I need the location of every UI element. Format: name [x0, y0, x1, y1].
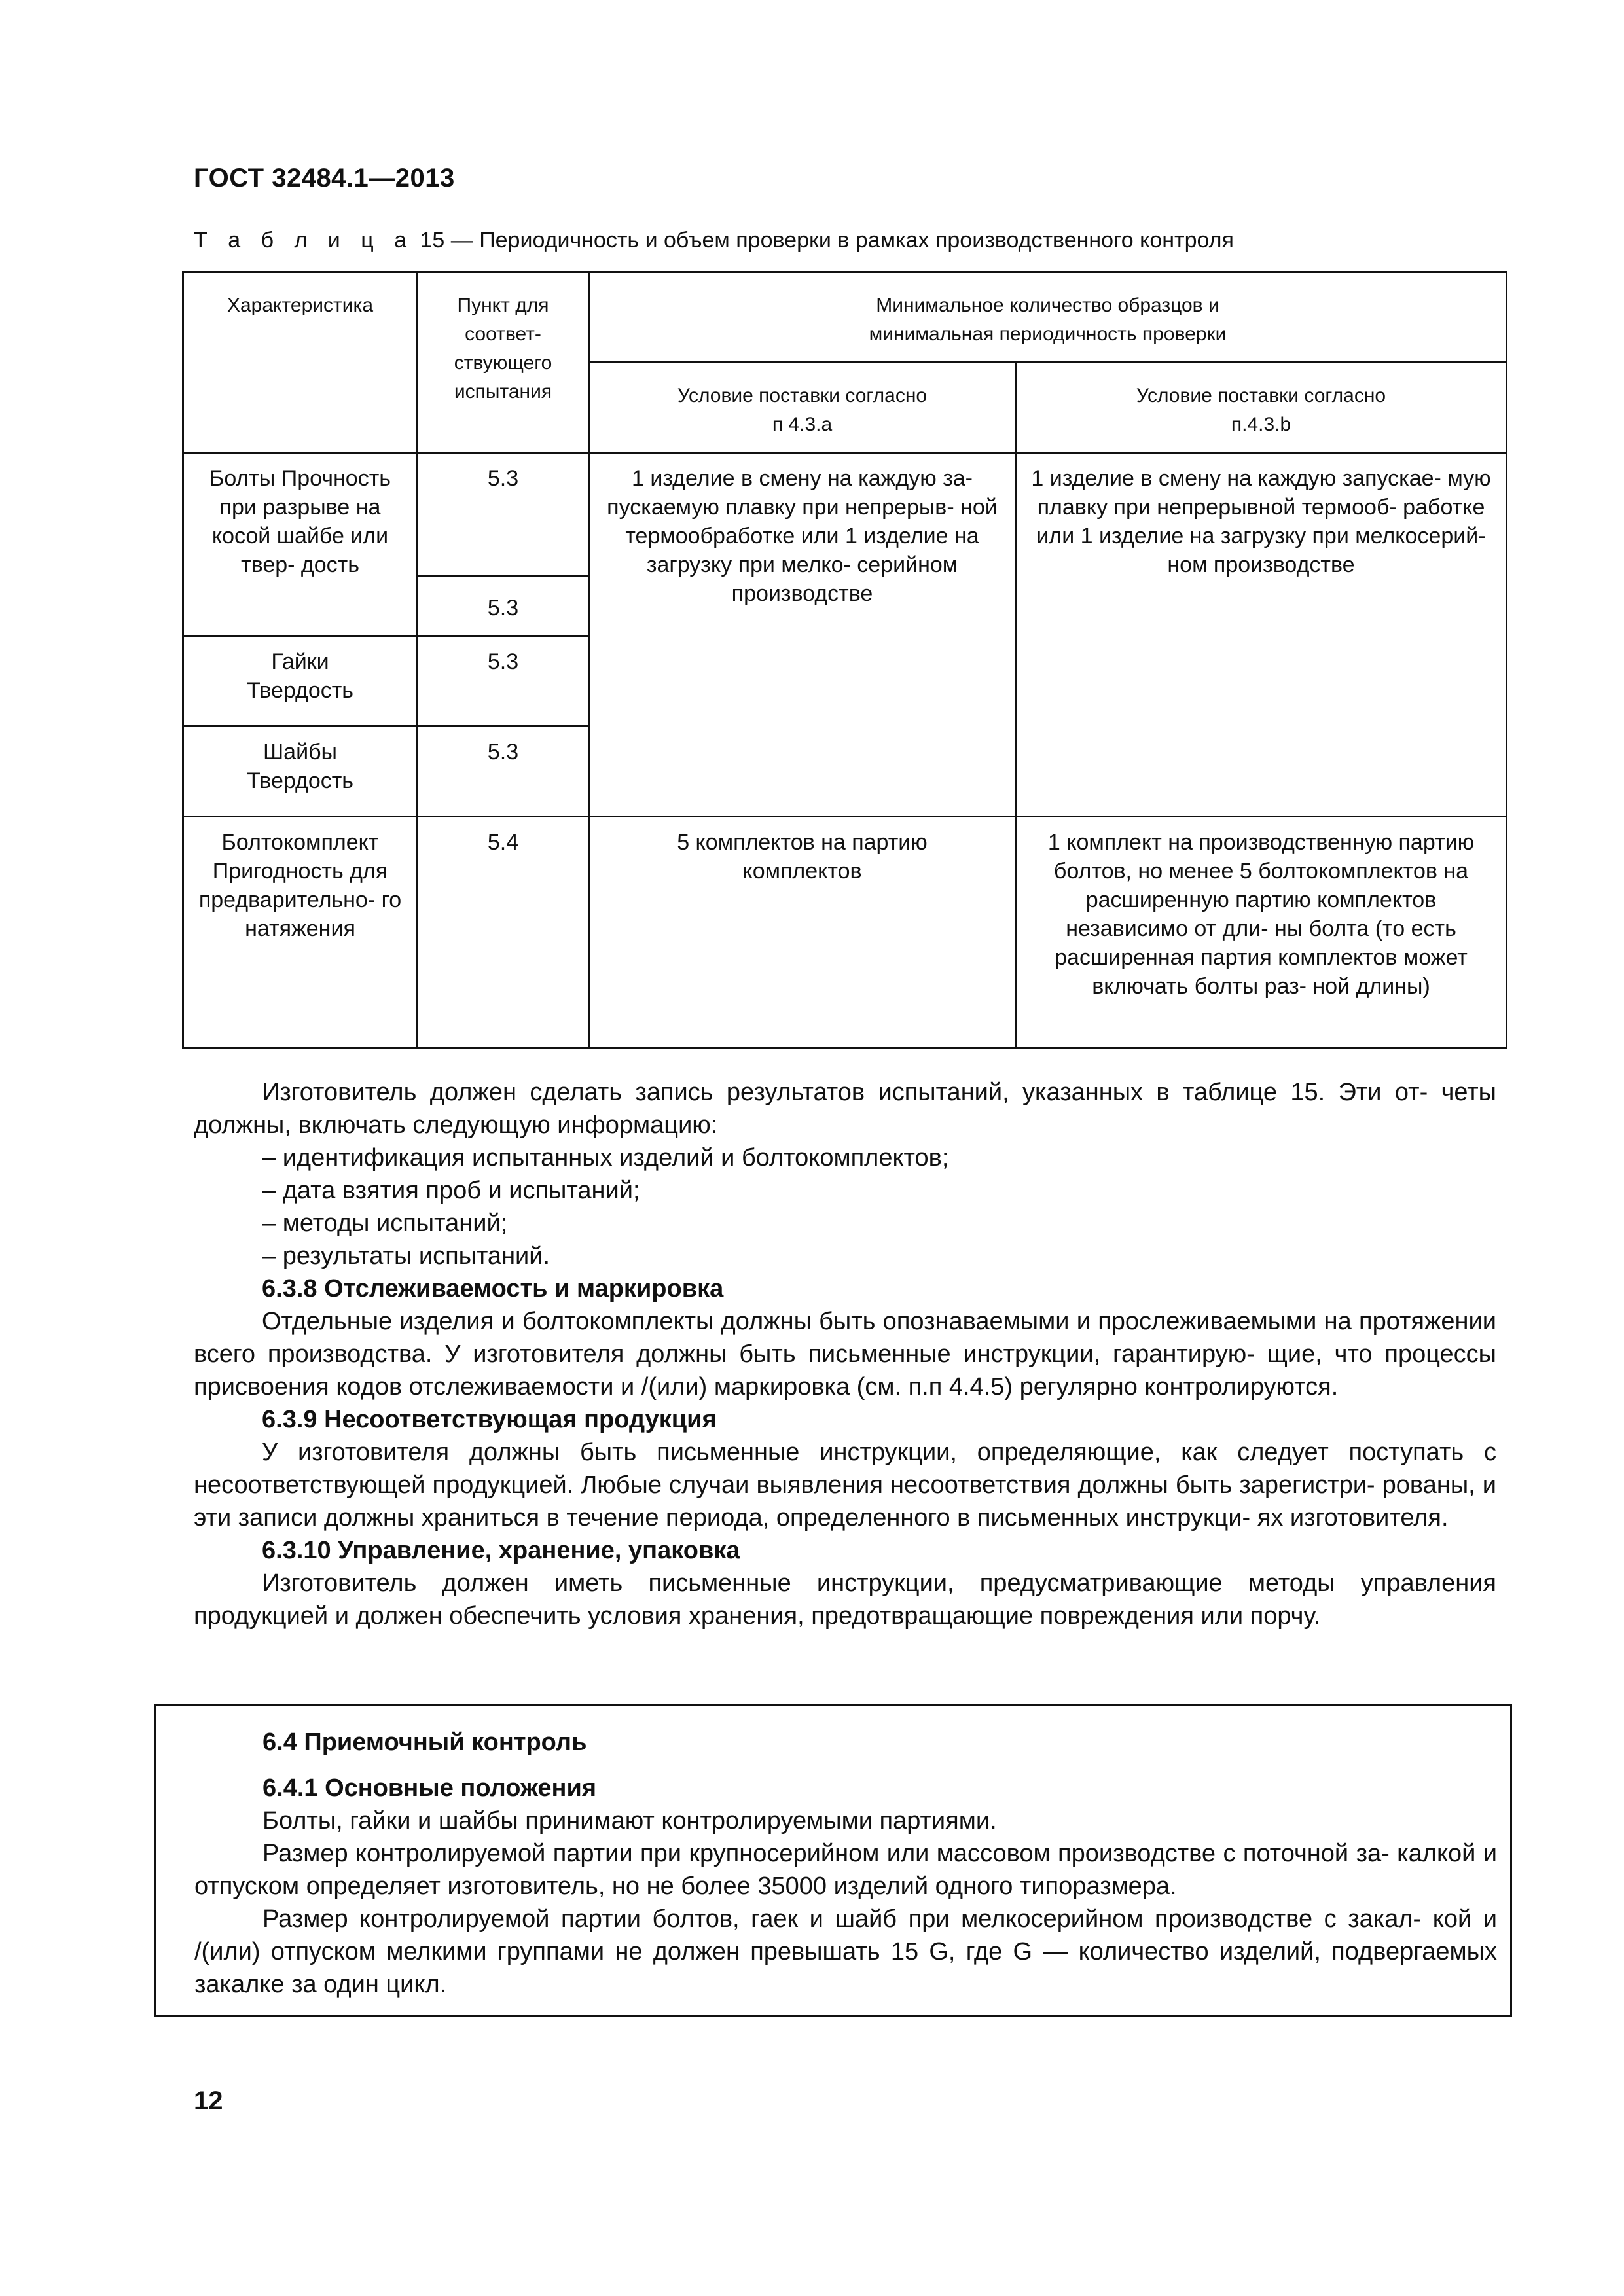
row-bolt-set-characteristic: Болтокомплект Пригодность для предварительно- го натяжения [183, 817, 418, 1049]
section-6-4-heading: 6.4 Приемочный контроль [262, 1729, 587, 1756]
row-nuts-characteristic: Гайки Твердость [183, 636, 418, 726]
table-caption [194, 228, 1234, 253]
document-code: ГОСТ 32484.1—2013 [194, 164, 455, 192]
header-condition-b: Условие поставки согласно п.4.3.b [1016, 363, 1507, 453]
section-6-3-8-heading: 6.3.8 Отслеживаемость и маркировка [262, 1275, 724, 1302]
table-caption-text: 15 — Периодичность и объем проверки в рамках производственного контроля [414, 228, 1234, 253]
list-item: – результаты испытаний. [262, 1242, 550, 1270]
header-condition-a: Условие поставки согласно п 4.3.a [589, 363, 1016, 453]
section-6-3-10-heading: 6.3.10 Управление, хранение, упаковка [262, 1537, 740, 1564]
header-characteristic: Характеристика [183, 272, 418, 453]
row-shared-condition-a: 1 изделие в смену на каждую за- пускаемую плавку при непрерыв- ной термообработке или 1 изделие на загрузку при мелко- серийном производстве [589, 453, 1016, 817]
inspection-table [182, 271, 1507, 1049]
page-number: 12 [194, 2087, 223, 2115]
row-bolt-set-condition-a: 5 комплектов на партию комплектов [589, 817, 1016, 1049]
row-bolts-characteristic: Болты Прочность при разрыве на косой шайбе или твер- дость [183, 453, 418, 636]
row-bolts-clause-1: 5.3 [418, 453, 589, 576]
body-text [194, 1076, 1496, 1632]
row-nuts-clause: 5.3 [418, 636, 589, 726]
acceptance-control-box [154, 1704, 1512, 2017]
section-6-4-1-heading: 6.4.1 Основные положения [262, 1774, 597, 1802]
row-washers-characteristic: Шайбы Твердость [183, 726, 418, 817]
list-item: – дата взятия проб и испытаний; [262, 1177, 640, 1204]
row-shared-condition-b: 1 изделие в смену на каждую запускае- мую плавку при непрерывной термооб- работке или 1 изделие на загрузку при мелкосерий- ном производстве [1016, 453, 1507, 817]
list-item: – идентификация испытанных изделий и болтокомплектов; [262, 1144, 949, 1172]
section-6-3-8-text: Отдельные изделия и болтокомплекты должны быть опознаваемыми и прослеживаемыми на протяжении всего производства. У изготовителя должны быть письменные инструкции, гарантирую- щие, что процессы присвоения кодов отслеживаемости и /(или) маркировка (см. п.п 4.4.5) регулярно контролируются. [194, 1308, 1496, 1401]
section-6-4-1-paragraph-3: Размер контролируемой партии болтов, гаек и шайб при мелкосерийном производстве с закал- кой и /(или) отпуском мелкими группами не должен превышать 15 G, где G — количество изделий, подвергаемых закалке за один цикл. [194, 1905, 1497, 1998]
section-6-4-1-paragraph-1: Болты, гайки и шайбы принимают контролируемыми партиями. [262, 1807, 997, 1835]
section-6-4-1-paragraph-2: Размер контролируемой партии при крупносерийном или массовом производстве с поточной за- калкой и отпуском определяет изготовитель, но не более 35000 изделий одного типоразмера. [194, 1840, 1497, 1900]
intro-paragraph: Изготовитель должен сделать запись результатов испытаний, указанных в таблице 15. Эти от- четы должны, включать следующую информацию: [194, 1079, 1496, 1139]
row-washers-clause: 5.3 [418, 726, 589, 817]
section-6-3-9-text: У изготовителя должны быть письменные инструкции, определяющие, как следует поступать с несоответствующей продукцией. Любые случаи выявления несоответствия должны быть зарегистри- рованы, и эти записи должны храниться в течение периода, определенного в письменных инструкци- ях изготовителя. [194, 1439, 1496, 1532]
row-bolt-set-clause: 5.4 [418, 817, 589, 1049]
section-6-3-10-text: Изготовитель должен иметь письменные инструкции, предусматривающие методы управления продукцией и должен обеспечить условия хранения, предотвращающие повреждения или порчу. [194, 1570, 1496, 1630]
section-6-3-9-heading: 6.3.9 Несоответствующая продукция [262, 1406, 717, 1433]
row-bolt-set-condition-b: 1 комплект на производственную партию болтов, но менее 5 болтокомплектов на расширенную партию комплектов независимо от дли- ны болта (то есть расширенная партия комплектов может включать болты раз- ной длины) [1016, 817, 1507, 1049]
row-bolts-clause-2: 5.3 [418, 576, 589, 636]
header-min-quantity: Минимальное количество образцов и минимальная периодичность проверки [589, 272, 1507, 363]
list-item: – методы испытаний; [262, 1210, 508, 1237]
header-clause: Пункт для соответ- ствующего испытания [418, 272, 589, 453]
table-caption-prefix: Т а б л и ц а [194, 228, 414, 253]
